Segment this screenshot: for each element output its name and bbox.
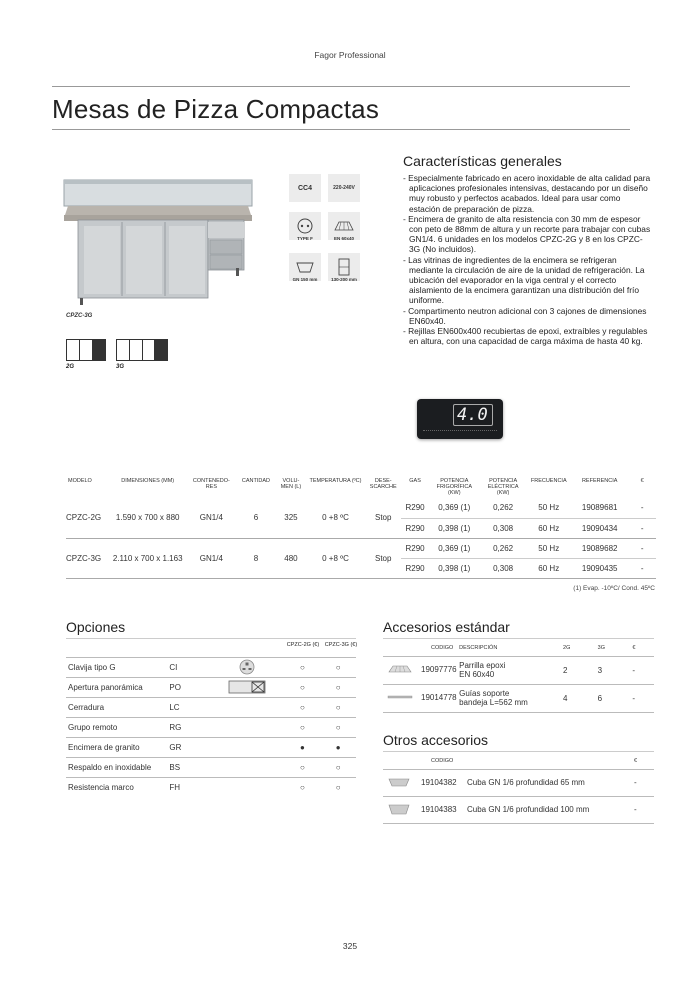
accessories-title: Accesorios estándar bbox=[383, 619, 510, 635]
variant-3g-label: 3G bbox=[116, 364, 125, 370]
spec-cant: 6 bbox=[236, 498, 276, 538]
spec-header: GAS bbox=[409, 478, 421, 484]
spec-price: - bbox=[628, 518, 656, 538]
spec-table bbox=[66, 478, 656, 579]
acc-2g: 4 bbox=[563, 684, 598, 712]
option-3g: ○ bbox=[335, 783, 341, 793]
acc-3g: 6 bbox=[598, 684, 633, 712]
title-rule bbox=[52, 129, 630, 130]
option-name: Grupo remoto bbox=[66, 718, 169, 738]
acc-price: - bbox=[632, 684, 654, 712]
acc-3g: 3 bbox=[598, 656, 633, 684]
acc-header: € bbox=[632, 644, 636, 651]
spec-pf: 0,369 (1) bbox=[429, 498, 480, 518]
cc4-badge: CC4 bbox=[289, 174, 321, 202]
feature-item: - Encimera de granito de alta resistencia con 30 mm de espesor con peto de 88mm de altura y un recorte para trabajar con cubas GN1/4. 6 unidades en los modelos CPZC-2G y 8 en los CPZC-3G (No incluidos). bbox=[403, 213, 651, 255]
variant-2g-icon bbox=[66, 339, 106, 361]
spec-header: POTENCIA ELÉCTRICA (KW) bbox=[487, 478, 519, 496]
option-row bbox=[66, 778, 356, 798]
option-row bbox=[66, 718, 356, 738]
accessory-row bbox=[383, 656, 654, 684]
option-3g: ○ bbox=[320, 678, 356, 698]
option-2g: ● bbox=[285, 738, 321, 758]
options-title: Opciones bbox=[66, 619, 126, 635]
options-col-3g: CPZC-3G (€) bbox=[324, 642, 358, 648]
feature-item: - Rejillas EN600x400 recubiertas de epoxi, extraíbles y regulables en altura, con una capacidad de carga máxima de hasta 40 kg. bbox=[403, 326, 648, 347]
spec-model: CPZC-3G bbox=[66, 538, 108, 578]
product-image bbox=[60, 160, 255, 305]
spec-pe: 0,308 bbox=[480, 518, 527, 538]
other-accessories-table bbox=[383, 753, 654, 824]
acc-code: 19097776 bbox=[421, 665, 457, 675]
spec-price: - bbox=[628, 538, 656, 558]
other-header: € bbox=[634, 757, 638, 764]
option-row bbox=[66, 658, 356, 678]
spec-desc: Stop bbox=[365, 538, 401, 578]
spec-header: POTENCIA FRIGORÍFICA (KW) bbox=[436, 478, 473, 496]
acc-header: DESCRIPCIÓN bbox=[459, 644, 498, 651]
other-price: - bbox=[634, 769, 654, 796]
acc-header: 2G bbox=[563, 644, 571, 651]
spec-header: CONTENEDO-RES bbox=[192, 478, 230, 490]
spec-ref: 19089681 bbox=[571, 498, 628, 518]
option-name: Encimera de granito bbox=[66, 738, 169, 758]
accessories-table bbox=[383, 640, 654, 713]
spec-pe: 0,262 bbox=[480, 538, 527, 558]
acc-desc: Parrilla epoxi bbox=[459, 661, 506, 670]
option-2g: ○ bbox=[300, 783, 305, 793]
option-3g: ○ bbox=[320, 758, 356, 778]
option-code: FH bbox=[169, 783, 181, 793]
spec-price: - bbox=[628, 498, 656, 518]
spec-desc: Stop bbox=[365, 498, 401, 538]
spec-pf: 0,369 (1) bbox=[429, 538, 480, 558]
spec-header: REFERENCIA bbox=[581, 478, 618, 484]
option-code: RG bbox=[169, 718, 209, 738]
gn-container-caption: GN 150 mm bbox=[292, 277, 318, 282]
option-code: GR bbox=[169, 738, 209, 758]
option-name: Clavija tipo G bbox=[66, 658, 169, 678]
acc-desc: Guías soporte bbox=[459, 689, 510, 698]
spec-header: FRECUENCIA bbox=[530, 478, 567, 484]
spec-header: TEMPERATURA (ºC) bbox=[309, 478, 362, 484]
spec-header: € bbox=[640, 478, 644, 484]
features-title: Características generales bbox=[403, 153, 562, 169]
acc-header: 3G bbox=[597, 644, 606, 651]
gn-tray-icon bbox=[387, 776, 415, 790]
option-name: Cerradura bbox=[66, 698, 169, 718]
option-name: Resistencia marco bbox=[68, 783, 134, 793]
variant-3g-icon bbox=[116, 339, 168, 361]
option-2g: ○ bbox=[285, 758, 321, 778]
spec-freq: 50 Hz bbox=[526, 498, 571, 518]
option-row bbox=[66, 758, 356, 778]
other-price: - bbox=[634, 796, 654, 823]
gn-tray-deep-icon bbox=[387, 803, 415, 817]
options-col-2g: CPZC-2G (€) bbox=[286, 642, 320, 648]
options-rule bbox=[66, 638, 356, 639]
spec-dim: 1.590 x 700 x 880 bbox=[108, 498, 187, 538]
other-code: 19104383 bbox=[421, 804, 457, 814]
grid-tray-caption: EN 60x40 bbox=[333, 236, 354, 241]
acc-desc-2: bandeja L=562 mm bbox=[459, 698, 528, 707]
page-number: 325 bbox=[342, 941, 358, 951]
spec-cant: 8 bbox=[236, 538, 276, 578]
option-code: BS bbox=[169, 758, 209, 778]
brand-header: Fagor Professional bbox=[314, 50, 386, 60]
spec-ref: 19090434 bbox=[571, 518, 628, 538]
spec-header: VOLU-MEN (L) bbox=[280, 478, 302, 490]
other-header: CODIGO bbox=[431, 757, 454, 764]
spec-gas: R290 bbox=[401, 498, 429, 518]
option-code: PO bbox=[169, 678, 209, 698]
accessory-row bbox=[383, 684, 654, 712]
spec-freq: 60 Hz bbox=[526, 558, 571, 578]
panoramic-icon bbox=[209, 678, 285, 698]
product-caption: CPZC-3G bbox=[66, 313, 93, 319]
option-3g: ● bbox=[320, 738, 356, 758]
spec-ref: 19089682 bbox=[571, 538, 628, 558]
option-row bbox=[66, 698, 356, 718]
other-accessory-row bbox=[383, 769, 654, 796]
spec-cont: GN1/4 bbox=[187, 538, 236, 578]
features-list bbox=[403, 173, 653, 346]
accessories-rule bbox=[383, 638, 654, 639]
option-2g: ○ bbox=[285, 718, 321, 738]
feature-item: - Compartimento neutron adicional con 3 cajones de dimensiones EN60x40. bbox=[403, 305, 647, 326]
spec-vol: 325 bbox=[276, 498, 306, 538]
other-desc: Cuba GN 1/6 profundidad 65 mm bbox=[467, 769, 634, 796]
height-caption: 130-200 mm bbox=[331, 277, 357, 282]
option-name: Apertura panorámica bbox=[66, 678, 169, 698]
spec-temp: 0 +8 ºC bbox=[306, 498, 365, 538]
other-code: 19104382 bbox=[421, 777, 457, 787]
page-title: Mesas de Pizza Compactas bbox=[52, 94, 380, 124]
other-desc: Cuba GN 1/6 profundidad 100 mm bbox=[467, 796, 634, 823]
other-rule bbox=[383, 751, 654, 752]
option-3g: ○ bbox=[320, 658, 356, 678]
option-2g: ○ bbox=[285, 698, 321, 718]
spec-dim: 2.110 x 700 x 1.163 bbox=[108, 538, 187, 578]
acc-desc-2: EN 60x40 bbox=[459, 670, 495, 679]
voltage-badge: 220-240V bbox=[328, 174, 360, 202]
option-code: LC bbox=[169, 698, 209, 718]
rail-icon bbox=[387, 693, 415, 703]
option-3g: ○ bbox=[320, 718, 356, 738]
display-value: 4.0 bbox=[457, 405, 488, 425]
spec-price: - bbox=[628, 558, 656, 578]
variant-2g-label: 2G bbox=[66, 364, 75, 370]
spec-pe: 0,308 bbox=[480, 558, 527, 578]
spec-header: DESE-SCARCHE bbox=[369, 478, 397, 490]
spec-model: CPZC-2G bbox=[66, 498, 108, 538]
spec-note: (1) Evap. -10ºC/ Cond. 45ºC bbox=[573, 585, 655, 592]
acc-code: 19014778 bbox=[421, 693, 457, 703]
options-table bbox=[66, 657, 356, 798]
plug-g-icon bbox=[209, 658, 285, 678]
option-3g: ○ bbox=[320, 698, 356, 718]
acc-2g: 2 bbox=[563, 656, 598, 684]
spec-cont: GN1/4 bbox=[187, 498, 236, 538]
spec-temp: 0 +8 ºC bbox=[306, 538, 365, 578]
spec-pf: 0,398 (1) bbox=[429, 558, 480, 578]
thermostat-display bbox=[417, 399, 503, 439]
acc-header: CODIGO bbox=[431, 644, 454, 651]
spec-header: DIMENSIONES (MM) bbox=[121, 478, 175, 484]
spec-header: MODELO bbox=[68, 478, 92, 484]
top-rule bbox=[52, 86, 630, 87]
spec-pe: 0,262 bbox=[480, 498, 527, 518]
plug-type-caption: TYPE F bbox=[297, 236, 313, 241]
option-row bbox=[66, 678, 356, 698]
spec-gas: R290 bbox=[401, 558, 429, 578]
option-2g: ○ bbox=[285, 658, 321, 678]
spec-vol: 480 bbox=[276, 538, 306, 578]
spec-freq: 50 Hz bbox=[526, 538, 571, 558]
feature-item: - Especialmente fabricado en acero inoxidable de alta calidad para aplicaciones profesionales intensivas, destacando por un diseño muy robusto y perfectos acabados. Ideal para usar como estación de preparación de pizza. bbox=[403, 173, 651, 214]
spec-gas: R290 bbox=[401, 538, 429, 558]
grid-shelf-icon bbox=[387, 664, 415, 676]
option-row bbox=[66, 738, 356, 758]
option-2g: ○ bbox=[285, 678, 321, 698]
spec-freq: 60 Hz bbox=[526, 518, 571, 538]
spec-header: CANTIDAD bbox=[241, 478, 270, 484]
spec-ref: 19090435 bbox=[571, 558, 628, 578]
option-name: Respaldo en inoxidable bbox=[66, 758, 169, 778]
other-accessory-row bbox=[383, 796, 654, 823]
option-code: CI bbox=[169, 658, 209, 678]
spec-pf: 0,398 (1) bbox=[429, 518, 480, 538]
acc-price: - bbox=[632, 656, 654, 684]
feature-item: - Las vitrinas de ingredientes de la encimera se refrigeran mediante la circulación de aire de la unidad de refrigeración. La ubicación del evaporador en la viga central y el correcto aislamiento de la encimera garantizan una distribución del frío uniforme. bbox=[403, 254, 645, 306]
spec-gas: R290 bbox=[401, 518, 429, 538]
other-accessories-title: Otros accesorios bbox=[383, 732, 489, 748]
